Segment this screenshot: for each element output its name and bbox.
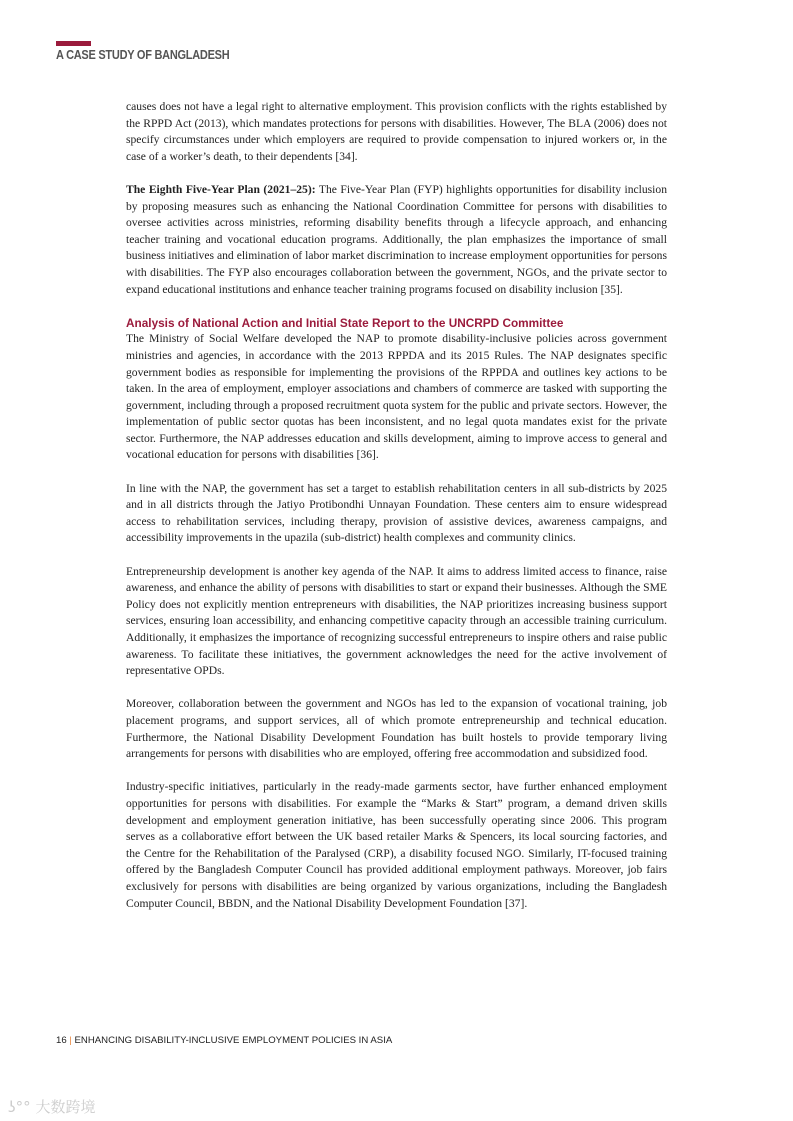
footer-title: ENHANCING DISABILITY-INCLUSIVE EMPLOYMENT POLICIES IN ASIA [74,1035,393,1046]
paragraph: In line with the NAP, the government has set a target to establish rehabilitation centers in all sub-districts by 2025 and in all districts through the Jatiyo Protibondhi Unnayan Foundation. These centers aim to ensure widespread access to rehabilitation services, including therapy, provision of assistive devices, awareness campaigns, and accessibility improvements in the upazila (sub-district) health complexes and community clinics. [126,481,667,545]
footer-separator: | [69,1035,72,1046]
page-footer [56,1035,392,1046]
watermark-logo [8,1096,95,1117]
body-text [126,99,667,912]
paragraph: Industry-specific initiatives, particularly in the ready-made garments sector, have further enhanced employment opportunities for persons with disabilities. For example the “Marks & Start” program, a demand driven skills development and employment generation initiative, has been successfully operating since 2006. This program serves as a collaborative effort between the UK based retailer Marks & Spencers, its local sourcing factories, and the Centre for the Rehabilitation of the Paralysed (CRP), a disability focused NGO. Similarly, IT-focused training offered by the Bangladesh Computer Council has provided additional employment pathways. Moreover, job fairs exclusively for persons with disabilities are being organized by various organizations, including the Bangladesh Computer Council, BBDN, and the National Disability Development Foundation [37]. [126,780,667,910]
paragraph: Entrepreneurship development is another key agenda of the NAP. It aims to address limited access to finance, raise awareness, and enhance the ability of persons with disabilities to start or expand their businesses. Although the SME Policy does not explicitly mention entrepreneurs with disabilities, the NAP prioritizes increasing business support services, ensuring loan accessibility, and enhancing competitive capacity through an accessible training curriculum. Additionally, it emphasizes the importance of recognizing successful entrepreneurs to inspire others and raise public awareness. To facilitate these initiatives, the government acknowledges the need for the active involvement of representative OPDs. [126,564,667,678]
running-title: A CASE STUDY OF BANGLADESH [56,48,230,62]
paragraph [126,182,667,298]
watermark-icon: ʖ°° [8,1098,31,1116]
header-accent-bar [56,41,91,46]
paragraph-lead: The Eighth Five-Year Plan (2021–25): [126,182,316,196]
page-number: 16 [56,1035,67,1046]
paragraph: The Ministry of Social Welfare developed the NAP to promote disability-inclusive policies across government ministries and agencies, in accordance with the 2013 RPPDA and its 2015 Rules. The NAP designates specific government bodies as responsible for implementing the provisions of the RPPDA and outlines key actions to be taken. In the area of employment, employer associations and chambers of commerce are tasked with supporting the government, including through a proposed recruitment quota system for the public and private sectors. However, the implementation of public sector quotas has been inconsistent, and no legal quota mandates exist for the private sector. Furthermore, the NAP addresses education and skills development, aiming to improve access to general and vocational education for persons with disabilities [36]. [126,332,667,462]
paragraph-text: The Five-Year Plan (FYP) highlights opportunities for disability inclusion by proposing measures such as enhancing the National Coordination Committee for persons with disabilities to oversee activities across ministries, reforming disability benefits through a lifecycle approach, and enhancing teacher training and vocational education programs. Additionally, the plan emphasizes the importance of small business initiatives and elimination of labor market discrimination to increase employment opportunities for persons with disabilities. The FYP also encourages collaboration between the government, NGOs, and the private sector to expand educational institutions and enhance teacher training programs focused on disability inclusion [35]. [126,182,667,296]
paragraph: Moreover, collaboration between the government and NGOs has led to the expansion of vocational training, job placement programs, and support services, all of which promote entrepreneurship and technical education. Furthermore, the National Disability Development Foundation has built hostels to provide temporary living arrangements for persons with disabilities who are employed, offering free accommodation and subsidized food. [126,697,667,761]
watermark-text: 大数跨境 [35,1098,96,1116]
paragraph: causes does not have a legal right to alternative employment. This provision conflicts with the rights established by the RPPD Act (2013), which mandates protections for persons with disabilities. However, The BLA (2006) does not specify circumstances under which employers are required to provide compensation to injured workers or, in the case of a worker’s death, to their dependents [34]. [126,100,667,163]
section-heading: Analysis of National Action and Initial State Report to the UNCRPD Committee [126,315,564,330]
